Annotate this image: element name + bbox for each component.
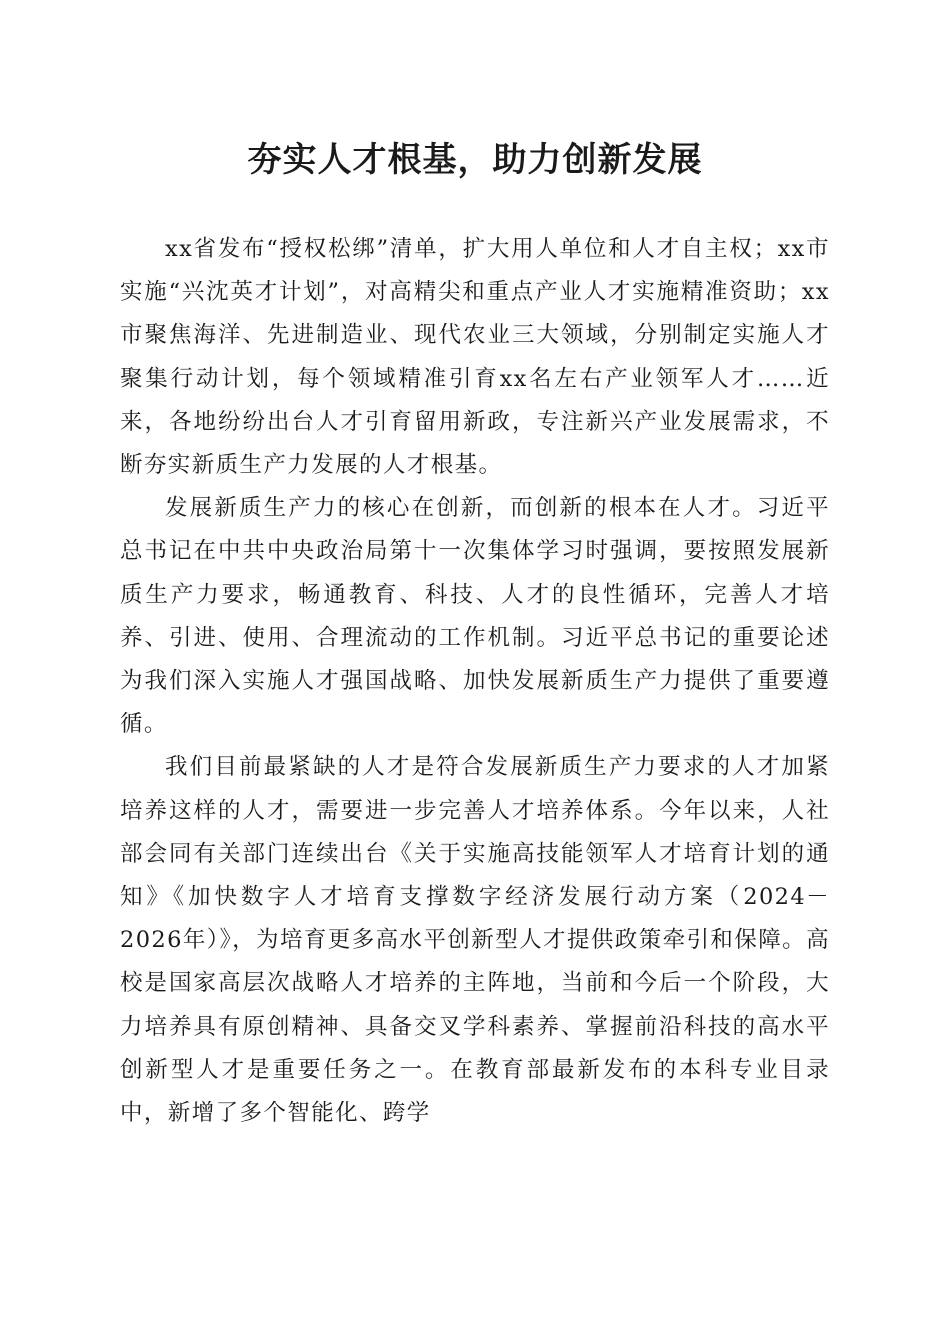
paragraph-2: 发展新质生产力的核心在创新，而创新的根本在人才。习近平总书记在中共中央政治局第十一次集体学习时强调，要按照发展新质生产力要求，畅通教育、科技、人才的良性循环，完善人才培养、引进、使用、合理流动的工作机制。习近平总书记的重要论述为我们深入实施人才强国战略、加快发展新质生产力提供了重要遵循。 [120,495,830,738]
document-body [120,228,830,1135]
paragraph-1: xx省发布“授权松绑”清单，扩大用人单位和人才自主权；xx市实施“兴沈英才计划”，对高精尖和重点产业人才实施精准资助；xx市聚焦海洋、先进制造业、现代农业三大领域，分别制定实施人才聚集行动计划，每个领域精准引育xx名左右产业领军人才……近来，各地纷纷出台人才引育留用新政，专注新兴产业发展需求，不断夯实新质生产力发展的人才根基。 [120,236,830,479]
paragraph-3: 我们目前最紧缺的人才是符合发展新质生产力要求的人才加紧培养这样的人才，需要进一步完善人才培养体系。今年以来，人社部会同有关部门连续出台《关于实施高技能领军人才培育计划的通知》《加快数字人才培育支撑数字经济发展行动方案（2024－2026年）》，为培育更多高水平创新型人才提供政策牵引和保障。高校是国家高层次战略人才培养的主阵地，当前和今后一个阶段，大力培养具有原创精神、具备交叉学科素养、掌握前沿科技的高水平创新型人才是重要任务之一。在教育部最新发布的本科专业目录中，新增了多个智能化、跨学 [120,754,830,1127]
document-title: 夯实人才根基，助力创新发展 [247,140,703,180]
